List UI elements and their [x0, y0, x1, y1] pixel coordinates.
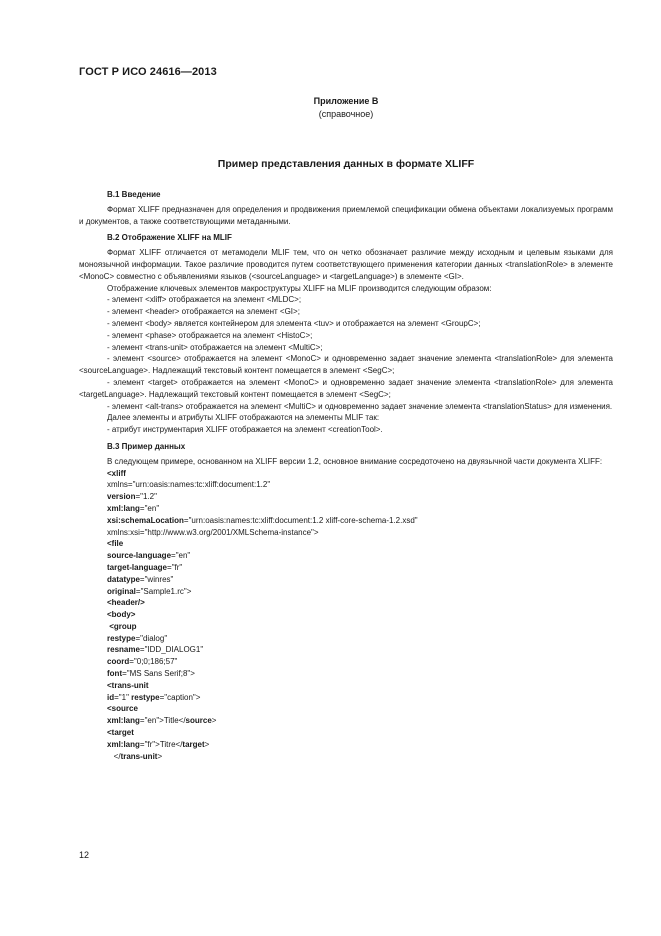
- code-token: ="IDD_DIALOG1": [139, 645, 204, 655]
- code-line: [107, 586, 613, 598]
- code-token: xml:lang: [107, 503, 140, 513]
- code-token: <header/>: [107, 598, 145, 608]
- paragraph: Далее элементы и атрибуты XLIFF отображаются на элементы MLIF так:: [107, 413, 380, 423]
- code-line: [107, 680, 613, 692]
- code-token: ="fr": [167, 562, 183, 572]
- page-number: 12: [79, 850, 90, 860]
- paragraph: Отображение ключевых элементов макроструктуры XLIFF на MLIF производится следующим образом:: [107, 283, 492, 293]
- code-line: [107, 515, 613, 527]
- code-token: >: [157, 751, 163, 761]
- code-token: ="en": [171, 551, 191, 561]
- list-item: - элемент <header> отображается на элемент <GI>;: [107, 307, 300, 317]
- code-line: [107, 739, 613, 751]
- document-body: [79, 184, 613, 762]
- code-token: source: [185, 716, 212, 726]
- code-line: [107, 562, 613, 574]
- list-item: - элемент <body> является контейнером для элемента <tuv> и отображается на элемент <GroupC>;: [107, 318, 481, 328]
- list-item: - элемент <target> отображается на элемент <MonoC> и одновременно задает значение элемента <translationRole> для элемента <targetLanguage>. Надлежащий текстовый контент помещается в элемент <SegC>;: [79, 377, 613, 399]
- code-line: [107, 703, 613, 715]
- code-token: ="caption">: [159, 692, 201, 702]
- code-line: [107, 633, 613, 645]
- code-line: [107, 668, 613, 680]
- code-token: xsi:schemaLocation: [107, 515, 184, 525]
- code-line: [107, 644, 613, 656]
- code-token: datatype: [107, 574, 140, 584]
- code-token: ="en": [139, 503, 160, 513]
- code-token: <xliff: [107, 468, 126, 478]
- code-token: <file: [107, 539, 124, 549]
- code-line: [107, 692, 613, 704]
- list-item: - элемент <source> отображается на элемент <MonoC> и одновременно задает значение элемента <translationRole> для элемента <sourceLanguage>. Надлежащий текстовый контент помещается в элемент <SegC>;: [79, 354, 613, 376]
- code-token: >: [211, 716, 217, 726]
- list-item: - элемент <xliff> отображается на элемент <MLDC>;: [107, 295, 302, 305]
- code-token: ="dialog": [135, 633, 168, 643]
- code-line: [107, 574, 613, 586]
- code-line: [107, 468, 613, 480]
- code-line: [107, 751, 613, 763]
- code-token: coord: [107, 657, 130, 667]
- list-item: - элемент <trans-unit> отображается на элемент <MultiC>;: [107, 342, 323, 352]
- code-line: [107, 550, 613, 562]
- code-line: [107, 609, 613, 621]
- list-item: - атрибут инструментария XLIFF отображается на элемент <creationTool>.: [107, 425, 383, 435]
- paragraph: Формат XLIFF предназначен для определения и продвижения приемлемой спецификации обмена объектами локализуемых программ и документов, а также соответствующими метаданными.: [79, 204, 613, 226]
- section-heading-b2: В.2 Отображение XLIFF на MLIF: [107, 233, 232, 243]
- code-line: [107, 503, 613, 515]
- code-token: xml:lang: [107, 716, 140, 726]
- code-token: <body>: [107, 610, 136, 620]
- appendix-label: Приложение В: [313, 96, 379, 106]
- code-token: version: [107, 492, 136, 502]
- code-token: ="0;0;186;57": [129, 657, 178, 667]
- code-line: [107, 727, 613, 739]
- paragraph: Формат XLIFF отличается от метамодели MLIF тем, что он четко обозначает различие между исходным и целевым языками для моноязычной информации. Такое различие проводится путем соответствующего применения категории данных <translationRole> в элементе <MonoC> совместно с объявлениями языков (<sourceLanguage> и <targetLanguage>) в элементе <GI>.: [79, 248, 613, 281]
- code-token: target: [182, 739, 205, 749]
- code-token: ="Sample1.rc">: [135, 586, 192, 596]
- code-token: source-language: [107, 551, 172, 561]
- code-token: original: [107, 586, 136, 596]
- code-token: <target: [107, 728, 134, 738]
- code-token: ="MS Sans Serif;8">: [122, 669, 195, 679]
- code-token: ="urn:oasis:names:tc:xliff:document:1.2 xliff-core-schema-1.2.xsd": [183, 515, 418, 525]
- code-token: ="en">Title</: [139, 716, 186, 726]
- code-token: </: [107, 751, 121, 761]
- code-token: target-language: [107, 562, 168, 572]
- code-token: xmlns="urn:oasis:names:tc:xliff:document:1.2": [107, 480, 271, 490]
- code-token: ="fr">Titre</: [139, 739, 183, 749]
- code-token: resname: [107, 645, 140, 655]
- list-item: - элемент <phase> отображается на элемент <HistoC>;: [107, 330, 313, 340]
- code-line: [107, 527, 613, 539]
- code-token: id: [107, 692, 115, 702]
- code-token: xml:lang: [107, 739, 140, 749]
- code-line: [107, 479, 613, 491]
- appendix-title: Пример представления данных в формате XLIFF: [217, 158, 475, 170]
- code-line: [107, 491, 613, 503]
- xml-code-block: [79, 468, 613, 763]
- code-token: ="1": [114, 692, 132, 702]
- code-token: restype: [107, 633, 136, 643]
- code-line: [107, 597, 613, 609]
- code-token: font: [107, 669, 123, 679]
- code-token: trans-unit: [120, 751, 158, 761]
- list-item: - элемент <alt-trans> отображается на элемент <MultiC> и одновременно задает значение элемента <translationStatus> для изменения.: [107, 401, 613, 411]
- section-heading-b1: В.1 Введение: [107, 190, 161, 199]
- code-token: restype: [131, 692, 160, 702]
- code-token: >: [204, 739, 210, 749]
- code-token: <trans-unit: [107, 680, 149, 690]
- code-token: xmlns:xsi="http://www.w3.org/2001/XMLSchema-instance">: [107, 527, 319, 537]
- code-line: [107, 538, 613, 550]
- code-token: <group: [109, 621, 137, 631]
- standard-number: ГОСТ Р ИСО 24616—2013: [79, 66, 217, 78]
- paragraph: В следующем примере, основанном на XLIFF версии 1.2, основное внимание сосредоточено на двуязычной части документа XLIFF:: [107, 456, 603, 466]
- section-heading-b3: В.3 Пример данных: [107, 441, 186, 451]
- code-token: ="1.2": [135, 492, 157, 502]
- code-token: <source: [107, 704, 138, 714]
- code-line: [107, 656, 613, 668]
- code-line: [107, 621, 613, 633]
- code-token: ="winres": [139, 574, 174, 584]
- appendix-type: (справочное): [318, 109, 374, 119]
- code-line: [107, 715, 613, 727]
